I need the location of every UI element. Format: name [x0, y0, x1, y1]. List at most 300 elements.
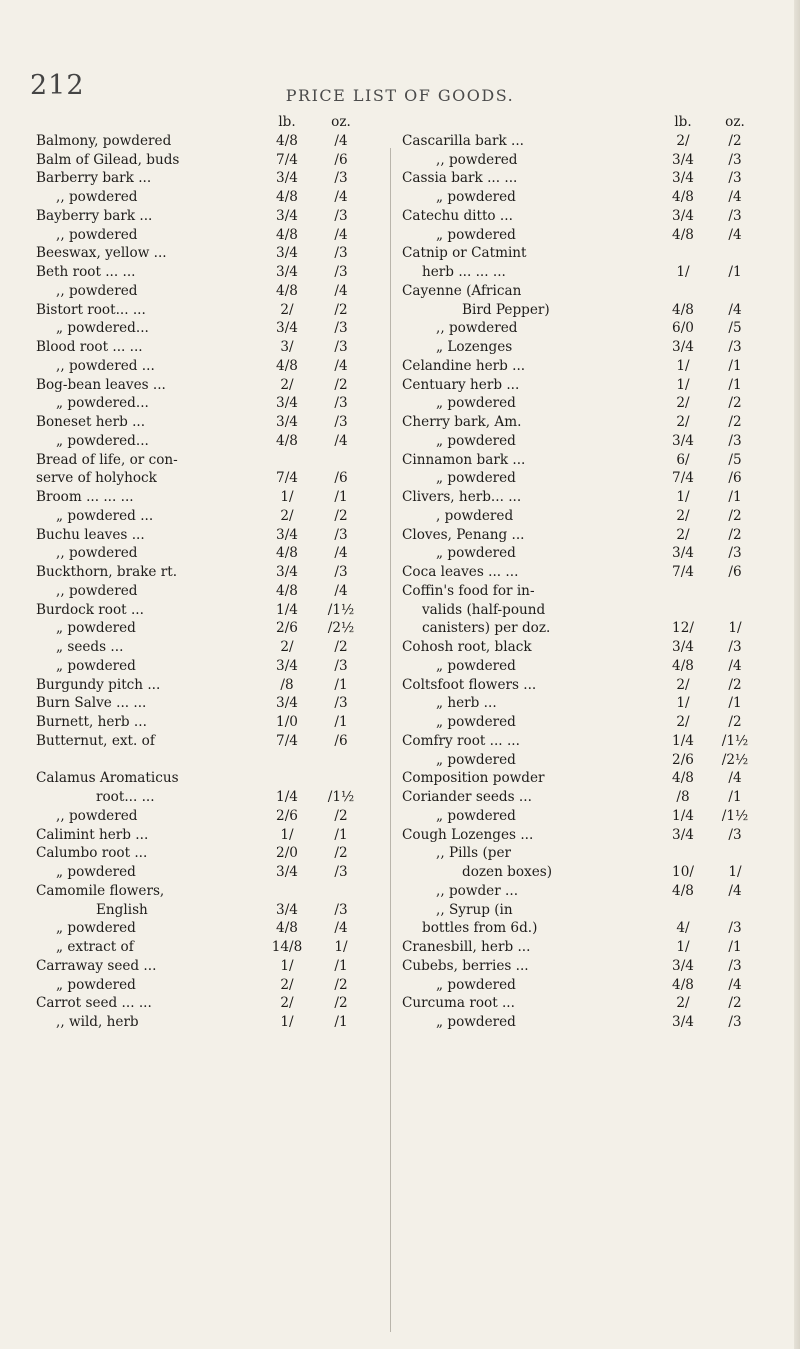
price-per-oz: /4 [728, 882, 742, 899]
page-edge [794, 0, 800, 1349]
price-per-oz: /3 [728, 545, 742, 562]
price-per-lb: 2/6 [672, 751, 694, 768]
price-list-row [36, 844, 388, 863]
item-name: Bird Pepper) [462, 301, 550, 318]
price-per-lb: 10/ [672, 864, 694, 880]
item-name: Burnett, herb ... [36, 714, 147, 730]
price-list-row [36, 263, 388, 282]
item-name: Butternut, ext. of [36, 732, 155, 749]
item-name: „ powdered [436, 714, 516, 730]
price-list-row [36, 507, 388, 526]
price-per-lb: 3/4 [672, 151, 694, 168]
price-list-row [402, 807, 764, 826]
price-per-oz: /4 [728, 770, 742, 787]
price-per-lb: 3/4 [276, 564, 298, 580]
price-list-row [402, 151, 764, 170]
item-name: English [96, 901, 148, 918]
price-per-lb: 3/4 [276, 864, 298, 880]
price-per-oz: /1 [334, 826, 348, 843]
left-price-list [36, 132, 388, 1032]
price-list-row [402, 544, 764, 563]
item-name: „ powdered... [56, 432, 149, 449]
price-list-row [36, 413, 388, 432]
item-name: Cayenne (African [402, 282, 522, 299]
price-list-row [36, 1013, 388, 1032]
price-per-lb: 1/ [676, 939, 690, 955]
price-per-lb: 4/8 [276, 226, 298, 243]
price-per-lb: 3/4 [672, 639, 694, 655]
item-name: ,, powdered [56, 545, 138, 562]
item-name: , powdered [436, 507, 514, 524]
price-list-row [36, 788, 388, 807]
price-per-oz: /1 [728, 789, 742, 805]
price-list-row [402, 619, 764, 638]
price-per-oz: /2 [334, 995, 348, 1012]
price-per-oz: /3 [728, 920, 742, 937]
price-list-row [402, 657, 764, 676]
price-per-oz: /4 [334, 282, 348, 299]
price-per-oz: /3 [334, 207, 348, 224]
price-list-row [402, 882, 764, 901]
item-name: „ powdered... [56, 395, 149, 412]
item-name: Bistort root... ... [36, 301, 146, 318]
price-list-row [36, 638, 388, 657]
price-per-oz: /1 [334, 676, 348, 693]
item-name: Cubebs, berries ... [402, 957, 529, 974]
price-per-lb: 4/8 [672, 189, 694, 205]
price-per-oz: /3 [728, 170, 742, 187]
price-per-lb: 1/ [676, 264, 690, 280]
price-per-lb: 3/4 [276, 170, 298, 187]
item-name: Cloves, Penang ... [402, 526, 525, 543]
price-list-row [402, 244, 764, 263]
price-per-oz: /3 [728, 826, 742, 843]
price-per-lb: 2/ [676, 676, 690, 693]
price-list-row [402, 976, 764, 995]
column-divider [390, 148, 391, 1332]
price-list-row [36, 282, 388, 301]
price-per-oz: /2½ [327, 620, 355, 637]
price-list-row [36, 919, 388, 938]
item-name: „ powdered [436, 470, 516, 487]
price-per-oz: /4 [334, 545, 348, 562]
price-per-lb: 1/ [280, 957, 294, 974]
item-name: Carraway seed ... [36, 957, 157, 974]
item-name: ,, powdered [56, 282, 138, 299]
price-per-oz: 1/ [728, 620, 742, 637]
price-list-row [36, 713, 388, 732]
price-list-row [36, 826, 388, 845]
price-list-row [36, 319, 388, 338]
price-list-row [36, 657, 388, 676]
right-price-list [402, 132, 764, 1032]
item-name: Barberry bark ... [36, 170, 152, 187]
price-list-row [36, 769, 388, 788]
item-name: Camomile flowers, [36, 882, 165, 899]
price-per-lb: 1/ [676, 357, 690, 374]
price-per-oz: 1/ [334, 939, 348, 955]
item-name: Cough Lozenges ... [402, 826, 534, 843]
price-per-oz: /3 [334, 901, 348, 918]
item-name: ,, powdered [56, 189, 138, 205]
price-list-row [36, 338, 388, 357]
item-name: ,, Pills (per [436, 845, 511, 862]
item-name: Cinnamon bark ... [402, 451, 526, 468]
item-name: Cassia bark ... ... [402, 170, 518, 187]
price-per-lb: 2/ [676, 526, 690, 543]
price-per-oz: /3 [728, 1014, 742, 1030]
item-name: ,, powdered [56, 807, 138, 824]
item-name: „ seeds ... [56, 639, 124, 655]
price-per-oz: /3 [334, 564, 348, 580]
price-per-lb: 7/4 [276, 151, 298, 168]
price-list-row [402, 919, 764, 938]
item-name: Coca leaves ... ... [402, 564, 519, 580]
item-name: „ powdered [436, 976, 516, 993]
price-per-oz: /3 [334, 526, 348, 543]
oz-header: oz. [331, 114, 351, 130]
price-per-oz: /2 [334, 376, 348, 393]
price-per-oz: /4 [334, 357, 348, 374]
price-per-oz: /4 [334, 582, 348, 599]
price-per-lb: 2/ [280, 301, 294, 318]
price-per-oz: /1 [728, 376, 742, 393]
price-list-row [36, 132, 388, 151]
price-per-oz: /4 [728, 189, 742, 205]
item-name: herb ... ... ... [422, 264, 506, 280]
oz-header: oz. [725, 114, 745, 130]
item-name: „ powdered [436, 189, 516, 205]
item-name: Buchu leaves ... [36, 526, 145, 543]
price-per-lb: 1/4 [276, 789, 298, 805]
price-list-row [402, 357, 764, 376]
price-per-lb: 1/ [280, 489, 294, 505]
price-per-oz: /1 [728, 939, 742, 955]
price-per-lb: 4/8 [672, 882, 694, 899]
price-per-lb: 4/8 [276, 132, 298, 149]
price-per-oz: /3 [728, 639, 742, 655]
price-per-oz: /3 [728, 432, 742, 449]
price-per-oz: /4 [334, 432, 348, 449]
price-per-lb: 3/4 [276, 695, 298, 712]
price-per-lb: 4/8 [276, 357, 298, 374]
item-name: „ powdered [56, 920, 136, 937]
item-name: root... ... [96, 789, 155, 805]
price-per-lb: 14/8 [271, 939, 303, 955]
price-per-oz: /3 [334, 395, 348, 412]
item-name: „ powdered [436, 807, 516, 824]
price-per-lb: 4/8 [276, 545, 298, 562]
item-name: „ powdered... [56, 320, 149, 337]
price-per-lb: 2/ [676, 132, 690, 149]
price-per-lb: 2/6 [276, 620, 298, 637]
price-per-oz: /2 [728, 676, 742, 693]
price-per-lb: 1/ [676, 489, 690, 505]
price-list-row [36, 619, 388, 638]
running-head: PRICE LIST OF GOODS. [285, 86, 515, 105]
price-per-oz: /5 [728, 451, 742, 468]
price-list-row [402, 826, 764, 845]
price-per-lb: 12/ [672, 620, 694, 637]
price-per-oz: /5 [728, 320, 742, 337]
price-list-row [36, 357, 388, 376]
price-per-oz: /4 [728, 657, 742, 674]
item-name: Broom ... ... ... [36, 489, 134, 505]
price-list-row [402, 432, 764, 451]
price-per-lb: 4/8 [672, 976, 694, 993]
item-name: Cranesbill, herb ... [402, 939, 531, 955]
price-list-row [402, 957, 764, 976]
price-per-oz: /3 [334, 170, 348, 187]
item-name: Carrot seed ... ... [36, 995, 152, 1012]
price-list-row [402, 451, 764, 470]
price-per-lb: 3/4 [276, 657, 298, 674]
item-name: Calimint herb ... [36, 826, 149, 843]
item-name: „ powdered [56, 976, 136, 993]
price-per-lb: 1/ [676, 695, 690, 712]
price-per-lb: 3/4 [276, 320, 298, 337]
item-name: ,, powdered [56, 226, 138, 243]
item-name: „ powdered [436, 226, 516, 243]
price-list-row [402, 207, 764, 226]
price-per-lb: 3/4 [276, 414, 298, 430]
price-list-row [36, 469, 388, 488]
price-list-row [402, 582, 764, 601]
price-list-row [36, 751, 388, 770]
price-list-row [402, 188, 764, 207]
price-list-row [36, 601, 388, 620]
price-per-oz: /2 [728, 395, 742, 412]
item-name: Coltsfoot flowers ... [402, 676, 537, 693]
price-list-row [36, 676, 388, 695]
price-per-lb: 2/ [676, 414, 690, 430]
price-per-lb: /8 [280, 676, 294, 693]
price-per-lb: 3/4 [276, 207, 298, 224]
price-per-oz: /1 [334, 957, 348, 974]
price-per-lb: 3/ [280, 339, 294, 355]
price-list-row [36, 188, 388, 207]
item-name: Beth root ... ... [36, 264, 136, 280]
price-list-row [402, 169, 764, 188]
price-per-oz: /3 [334, 245, 348, 262]
page-number: 212 [30, 70, 85, 101]
item-name: Celandine herb ... [402, 357, 526, 374]
price-per-lb: 3/4 [276, 901, 298, 918]
price-per-oz: /1½ [721, 807, 749, 824]
price-per-oz: /2½ [721, 751, 749, 768]
price-per-lb: 4/8 [276, 920, 298, 937]
price-list-row [36, 863, 388, 882]
price-per-lb: 2/ [676, 395, 690, 412]
price-per-oz: /1 [728, 357, 742, 374]
price-list-row [36, 938, 388, 957]
price-list-row [402, 376, 764, 395]
price-per-oz: /3 [334, 657, 348, 674]
price-list-row [36, 526, 388, 545]
price-per-oz: /1 [334, 1014, 348, 1030]
price-list-row [36, 732, 388, 751]
price-per-lb: 1/ [280, 1014, 294, 1030]
price-per-oz: /3 [334, 339, 348, 355]
price-per-oz: /2 [334, 976, 348, 993]
price-per-lb: 4/8 [672, 226, 694, 243]
item-name: „ powdered [436, 432, 516, 449]
price-per-lb: /8 [676, 789, 690, 805]
price-per-oz: /2 [728, 414, 742, 430]
price-per-oz: /3 [728, 957, 742, 974]
price-per-lb: 3/4 [672, 339, 694, 355]
price-per-oz: /3 [334, 414, 348, 430]
price-list-row [402, 844, 764, 863]
item-name: bottles from 6d.) [422, 920, 538, 937]
item-name: „ powdered [436, 545, 516, 562]
price-per-oz: /3 [334, 264, 348, 280]
price-list-row [36, 376, 388, 395]
price-per-lb: 1/ [676, 376, 690, 393]
price-per-lb: 2/ [676, 995, 690, 1012]
item-name: Curcuma root ... [402, 995, 515, 1012]
item-name: Calamus Aromaticus [36, 770, 179, 787]
price-per-oz: /2 [728, 995, 742, 1012]
price-list-row [36, 582, 388, 601]
price-per-lb: 3/4 [672, 545, 694, 562]
price-list-row [402, 526, 764, 545]
price-per-oz: /3 [334, 695, 348, 712]
price-list-row [402, 226, 764, 245]
price-per-lb: 1/4 [672, 732, 694, 749]
price-per-oz: /4 [334, 132, 348, 149]
price-per-oz: /2 [728, 714, 742, 730]
item-name: Catnip or Catmint [402, 245, 527, 262]
price-per-lb: 2/ [280, 376, 294, 393]
item-name: „ herb ... [436, 695, 497, 712]
price-per-lb: 4/8 [672, 657, 694, 674]
price-per-lb: 1/0 [276, 714, 298, 730]
price-list-row [402, 263, 764, 282]
item-name: „ powdered [436, 395, 516, 412]
item-name: Balmony, powdered [36, 132, 172, 149]
price-list-row [36, 488, 388, 507]
price-per-oz: /4 [728, 226, 742, 243]
item-name: Burdock root ... [36, 601, 144, 618]
price-per-lb: 4/8 [672, 770, 694, 787]
price-list-row [402, 732, 764, 751]
item-name: Beeswax, yellow ... [36, 245, 167, 262]
price-list-row [402, 938, 764, 957]
price-per-oz: /6 [728, 564, 742, 580]
price-per-oz: /3 [334, 320, 348, 337]
price-per-oz: /4 [334, 920, 348, 937]
price-per-lb: 1/ [280, 826, 294, 843]
price-per-lb: 2/6 [276, 807, 298, 824]
price-per-lb: 3/4 [672, 170, 694, 187]
price-list-row [36, 301, 388, 320]
price-list-row [36, 563, 388, 582]
price-per-lb: 2/ [280, 639, 294, 655]
price-per-oz: /2 [728, 132, 742, 149]
item-name: Centuary herb ... [402, 376, 520, 393]
item-name: serve of holyhock [36, 470, 157, 487]
item-name: „ powdered [56, 620, 136, 637]
price-list-row [402, 132, 764, 151]
price-per-oz: /2 [334, 301, 348, 318]
price-per-oz: /6 [334, 151, 348, 168]
item-name: „ powdered [436, 751, 516, 768]
price-per-lb: 3/4 [276, 526, 298, 543]
price-per-oz: /1½ [327, 789, 355, 805]
item-name: Cascarilla bark ... [402, 132, 524, 149]
price-per-oz: /2 [728, 507, 742, 524]
item-name: Cherry bark, Am. [402, 414, 522, 430]
price-per-lb: 7/4 [276, 470, 298, 487]
price-per-oz: /4 [728, 301, 742, 318]
price-list-row [36, 151, 388, 170]
price-list-row [402, 301, 764, 320]
price-per-lb: 2/0 [276, 845, 298, 862]
price-list-row [36, 394, 388, 413]
price-per-lb: 2/ [676, 714, 690, 730]
item-name: „ Lozenges [436, 339, 513, 355]
item-name: ,, powdered [436, 320, 518, 337]
item-name: valids (half-pound [422, 601, 546, 618]
price-per-oz: /2 [728, 526, 742, 543]
item-name: „ powdered [436, 657, 516, 674]
price-list-row [402, 488, 764, 507]
price-list-row [402, 469, 764, 488]
price-list-row [402, 676, 764, 695]
price-per-lb: 7/4 [672, 564, 694, 580]
item-name: Burn Salve ... ... [36, 695, 147, 712]
left-column-header [36, 113, 388, 132]
price-list-row [36, 226, 388, 245]
price-list-row [402, 713, 764, 732]
price-per-oz: /1½ [721, 732, 749, 749]
price-per-oz: /1 [728, 264, 742, 280]
price-list-row [402, 901, 764, 920]
price-per-oz: /2 [334, 845, 348, 862]
item-name: ,, powdered ... [56, 357, 155, 374]
price-per-oz: 1/ [728, 864, 742, 880]
item-name: canisters) per doz. [422, 620, 551, 637]
price-per-oz: /4 [334, 226, 348, 243]
price-per-oz: /2 [334, 807, 348, 824]
price-list-row [36, 807, 388, 826]
price-per-lb: 4/8 [276, 582, 298, 599]
price-list-row [402, 601, 764, 620]
price-per-lb: 4/8 [276, 432, 298, 449]
price-list-row [36, 244, 388, 263]
price-per-oz: /1 [728, 489, 742, 505]
price-list-row [402, 863, 764, 882]
item-name: Bread of life, or con- [36, 451, 178, 468]
price-per-lb: 3/4 [672, 1014, 694, 1030]
price-list-row [402, 788, 764, 807]
price-list-row [36, 451, 388, 470]
price-per-lb: 2/ [280, 507, 294, 524]
right-column [402, 113, 764, 1032]
item-name: Calumbo root ... [36, 845, 148, 862]
price-per-lb: 3/4 [276, 395, 298, 412]
item-name: Burgundy pitch ... [36, 676, 161, 693]
price-per-oz: /1½ [327, 601, 355, 618]
item-name: „ powdered [56, 864, 136, 880]
right-column-header [402, 113, 764, 132]
price-list-row [36, 994, 388, 1013]
price-per-oz: /3 [728, 151, 742, 168]
price-per-lb: 3/4 [672, 826, 694, 843]
price-per-oz: /2 [334, 507, 348, 524]
item-name: ,, Syrup (in [436, 901, 513, 918]
